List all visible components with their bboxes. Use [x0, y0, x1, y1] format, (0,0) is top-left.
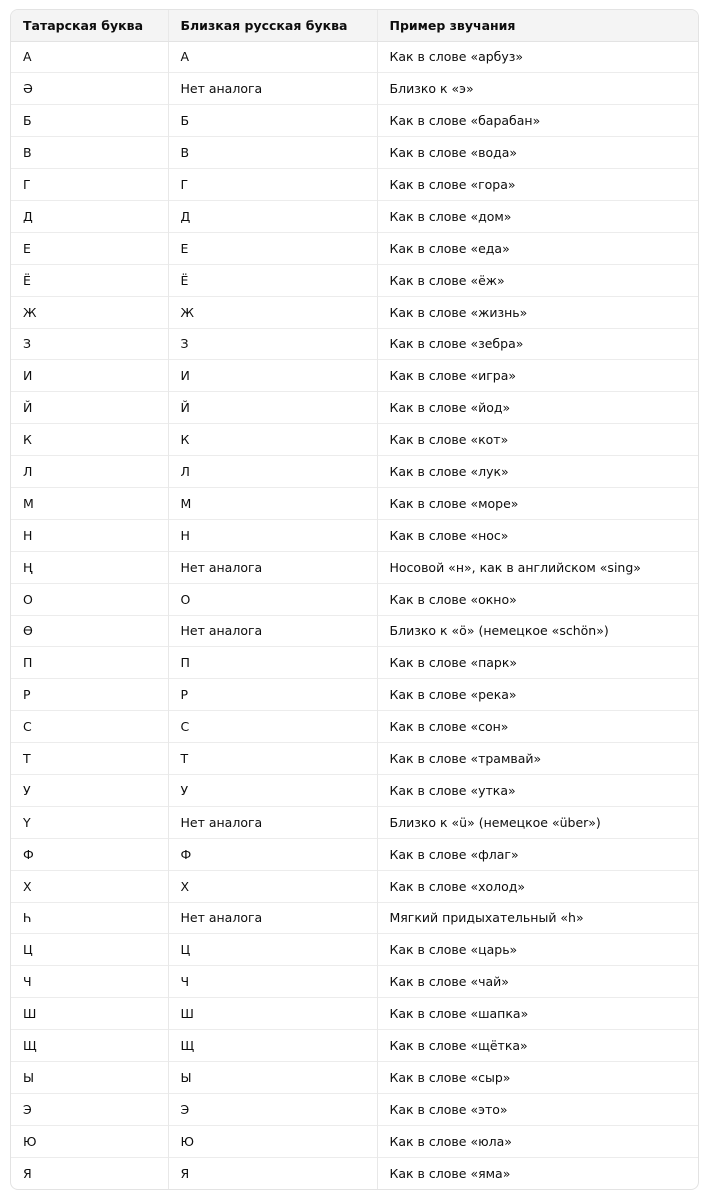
cell-sound-example: Носовой «н», как в английском «sing» [377, 551, 698, 583]
cell-sound-example: Как в слове «холод» [377, 870, 698, 902]
cell-tatar-letter: Ә [11, 73, 168, 105]
cell-sound-example: Как в слове «утка» [377, 774, 698, 806]
table-row [11, 870, 698, 902]
cell-tatar-letter: Һ [11, 902, 168, 934]
cell-russian-letter: М [168, 487, 377, 519]
cell-russian-letter: Э [168, 1093, 377, 1125]
cell-russian-letter: Ч [168, 966, 377, 998]
cell-tatar-letter: О [11, 583, 168, 615]
cell-russian-letter: Ё [168, 264, 377, 296]
table-row [11, 1157, 698, 1189]
cell-tatar-letter: Ю [11, 1125, 168, 1157]
table-row [11, 392, 698, 424]
cell-tatar-letter: З [11, 328, 168, 360]
cell-sound-example: Как в слове «гора» [377, 169, 698, 201]
cell-sound-example: Как в слове «чай» [377, 966, 698, 998]
table-row [11, 41, 698, 73]
table-row [11, 360, 698, 392]
header-row [11, 10, 698, 41]
cell-sound-example: Как в слове «щётка» [377, 1030, 698, 1062]
cell-tatar-letter: Ц [11, 934, 168, 966]
cell-tatar-letter: Я [11, 1157, 168, 1189]
table-row [11, 998, 698, 1030]
cell-sound-example: Как в слове «трамвай» [377, 743, 698, 775]
cell-tatar-letter: Л [11, 456, 168, 488]
cell-sound-example: Как в слове «река» [377, 679, 698, 711]
cell-tatar-letter: М [11, 487, 168, 519]
table-row [11, 73, 698, 105]
cell-sound-example: Как в слове «окно» [377, 583, 698, 615]
table-row [11, 137, 698, 169]
cell-russian-letter: Н [168, 519, 377, 551]
table-row [11, 232, 698, 264]
cell-tatar-letter: А [23, 49, 32, 65]
table-header [11, 10, 698, 41]
cell-tatar-letter: В [11, 137, 168, 169]
cell-russian-letter: О [168, 583, 377, 615]
cell-sound-example: Как в слове «жизнь» [377, 296, 698, 328]
cell-tatar-letter: Х [11, 870, 168, 902]
cell-tatar-letter: Ф [11, 838, 168, 870]
cell-sound-example: Как в слове «нос» [377, 519, 698, 551]
cell-russian-letter: Ц [168, 934, 377, 966]
cell-sound-example: Как в слове «шапка» [377, 998, 698, 1030]
cell-sound-example: Как в слове «зебра» [377, 328, 698, 360]
cell-tatar-letter: Ы [11, 1062, 168, 1094]
cell-sound-example: Как в слове «арбуз» [377, 41, 698, 73]
cell-sound-example: Как в слове «еда» [377, 232, 698, 264]
cell-russian-letter: Ш [168, 998, 377, 1030]
cell-tatar-letter: Й [11, 392, 168, 424]
cell-russian-letter: Й [168, 392, 377, 424]
table-row [11, 169, 698, 201]
table-row [11, 424, 698, 456]
table-body [11, 41, 698, 1189]
table-row [11, 774, 698, 806]
cell-russian-letter: Д [168, 200, 377, 232]
alphabet-table [11, 10, 698, 1189]
cell-russian-letter: А [168, 41, 377, 73]
cell-russian-letter: Нет аналога [168, 615, 377, 647]
cell-tatar-letter: Э [11, 1093, 168, 1125]
cell-russian-letter: И [168, 360, 377, 392]
cell-tatar-letter: Ж [11, 296, 168, 328]
table-row [11, 647, 698, 679]
cell-sound-example: Как в слове «парк» [377, 647, 698, 679]
cell-russian-letter: Нет аналога [168, 73, 377, 105]
header-tatar-letter: Татарская буква [11, 10, 168, 41]
cell-sound-example: Как в слове «вода» [377, 137, 698, 169]
cell-tatar-letter: Д [11, 200, 168, 232]
cell-tatar-letter: К [11, 424, 168, 456]
table-row [11, 200, 698, 232]
cell-sound-example: Мягкий придыхательный «h» [377, 902, 698, 934]
cell-tatar-letter: Б [11, 105, 168, 137]
table-row [11, 264, 698, 296]
cell-russian-letter: Л [168, 456, 377, 488]
cell-russian-letter: Ю [168, 1125, 377, 1157]
table-row [11, 1062, 698, 1094]
cell-russian-letter: З [168, 328, 377, 360]
table-row [11, 615, 698, 647]
cell-russian-letter: Ы [168, 1062, 377, 1094]
cell-sound-example: Близко к «ö» (немецкое «schön») [377, 615, 698, 647]
table-row [11, 902, 698, 934]
table-row [11, 1030, 698, 1062]
cell-tatar-letter: Ү [11, 806, 168, 838]
cell-tatar-letter: Щ [11, 1030, 168, 1062]
table-row [11, 487, 698, 519]
cell-russian-letter: Я [168, 1157, 377, 1189]
cell-tatar-letter: П [11, 647, 168, 679]
cell-sound-example: Как в слове «дом» [377, 200, 698, 232]
cell-russian-letter: Р [168, 679, 377, 711]
table-row [11, 456, 698, 488]
cell-russian-letter: П [168, 647, 377, 679]
cell-sound-example: Близко к «э» [377, 73, 698, 105]
cell-tatar-letter: Ш [11, 998, 168, 1030]
cell-sound-example: Как в слове «море» [377, 487, 698, 519]
cell-russian-letter: К [168, 424, 377, 456]
cell-tatar-letter: У [11, 774, 168, 806]
cell-sound-example: Как в слове «это» [377, 1093, 698, 1125]
table-row [11, 838, 698, 870]
cell-russian-letter: У [168, 774, 377, 806]
cell-russian-letter: С [168, 711, 377, 743]
table-row [11, 679, 698, 711]
cell-sound-example: Как в слове «ёж» [377, 264, 698, 296]
cell-tatar-letter: Е [11, 232, 168, 264]
cell-russian-letter: Нет аналога [168, 902, 377, 934]
cell-tatar-letter: И [11, 360, 168, 392]
cell-sound-example: Как в слове «царь» [377, 934, 698, 966]
table-row [11, 583, 698, 615]
header-russian-letter: Близкая русская буква [168, 10, 377, 41]
table-row [11, 1093, 698, 1125]
cell-russian-letter: Г [168, 169, 377, 201]
cell-russian-letter: Х [168, 870, 377, 902]
cell-russian-letter: Нет аналога [168, 806, 377, 838]
cell-sound-example: Как в слове «кот» [377, 424, 698, 456]
cell-tatar-letter: Г [11, 169, 168, 201]
table-row [11, 711, 698, 743]
cell-russian-letter: Е [168, 232, 377, 264]
table-row [11, 105, 698, 137]
table-row [11, 519, 698, 551]
table-row [11, 743, 698, 775]
cell-tatar-letter: Р [11, 679, 168, 711]
cell-tatar-letter: Н [11, 519, 168, 551]
cell-tatar-letter: Ч [11, 966, 168, 998]
cell-russian-letter: Щ [168, 1030, 377, 1062]
table-row [11, 328, 698, 360]
cell-russian-letter: Ж [168, 296, 377, 328]
cell-tatar-letter: С [11, 711, 168, 743]
cell-russian-letter: Ф [168, 838, 377, 870]
cell-tatar-letter: Ң [11, 551, 168, 583]
header-sound-example: Пример звучания [377, 10, 698, 41]
cell-russian-letter: Нет аналога [168, 551, 377, 583]
cell-tatar-letter: Т [11, 743, 168, 775]
cell-sound-example: Как в слове «барабан» [377, 105, 698, 137]
table-row [11, 966, 698, 998]
table-row [11, 296, 698, 328]
cell-sound-example: Близко к «ü» (немецкое «über») [377, 806, 698, 838]
cell-sound-example: Как в слове «сон» [377, 711, 698, 743]
cell-sound-example: Как в слове «юла» [377, 1125, 698, 1157]
cell-sound-example: Как в слове «йод» [377, 392, 698, 424]
cell-russian-letter: Т [168, 743, 377, 775]
table-row [11, 806, 698, 838]
table-row [11, 1125, 698, 1157]
cell-sound-example: Как в слове «лук» [377, 456, 698, 488]
table-row [11, 551, 698, 583]
cell-sound-example: Как в слове «игра» [377, 360, 698, 392]
cell-tatar-letter: Ө [11, 615, 168, 647]
alphabet-table-container [10, 9, 699, 1190]
cell-sound-example: Как в слове «сыр» [377, 1062, 698, 1094]
cell-tatar-letter: Ё [11, 264, 168, 296]
cell-sound-example: Как в слове «яма» [377, 1157, 698, 1189]
cell-russian-letter: Б [168, 105, 377, 137]
cell-sound-example: Как в слове «флаг» [377, 838, 698, 870]
table-row [11, 934, 698, 966]
cell-russian-letter: В [168, 137, 377, 169]
